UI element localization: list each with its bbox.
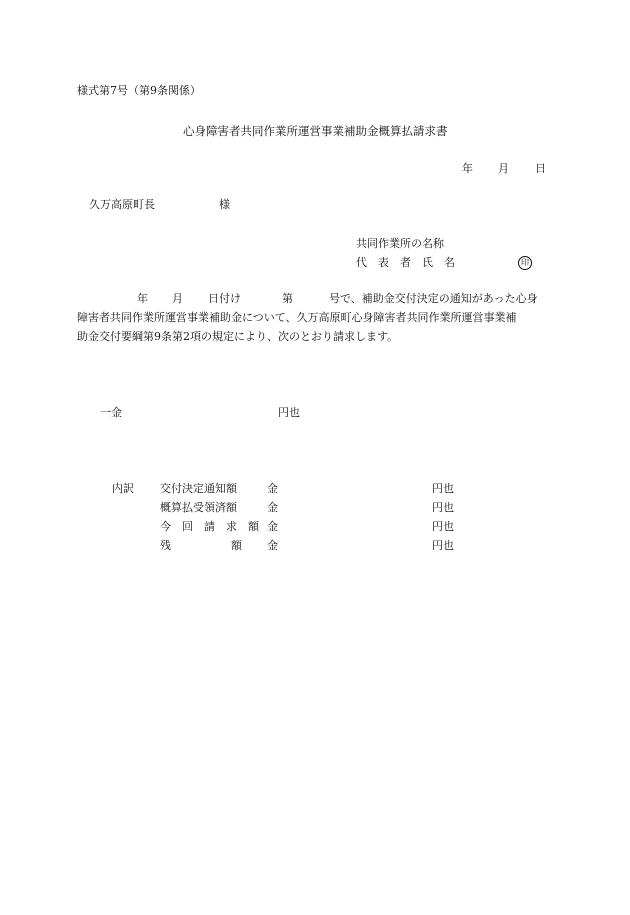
date-year-label: 年 [462,162,473,175]
representative-name-label: 代 表 者 氏 名 [356,256,455,269]
seal-mark-icon: 印 [518,256,532,270]
body-line-3: 助金交付要綱第9条第2項の規定により、次のとおり請求します。 [77,330,399,343]
breakdown-item-first: 残 [160,539,171,552]
breakdown-item: 概算払受領済額 [160,501,237,514]
amount-prefix: 一金 [100,406,122,419]
body-number-label: 第 [282,292,293,305]
breakdown-kin: 金 [267,539,278,552]
body-month-label: 月 [172,292,183,305]
breakdown-yen: 円也 [432,520,454,533]
addressee-suffix: 様 [219,198,230,211]
breakdown-label: 内訳 [112,482,134,495]
breakdown-kin: 金 [267,501,278,514]
date-day-label: 日 [535,162,546,175]
breakdown-item: 今 回 請 求 額 [160,520,259,533]
addressee-name: 久万高原町長 [89,198,155,211]
amount-suffix: 円也 [278,406,300,419]
form-number-label: 様式第7号（第9条関係） [77,84,201,97]
date-month-label: 月 [498,162,509,175]
breakdown-kin: 金 [267,520,278,533]
body-dated-label: 日付け [208,292,241,305]
body-year-label: 年 [137,292,148,305]
breakdown-item: 交付決定通知額 [160,482,237,495]
breakdown-kin: 金 [267,482,278,495]
body-line-2: 障害者共同作業所運営事業補助金について、久万高原町心身障害者共同作業所運営事業補 [77,311,517,324]
body-line-1-rest: 号で、補助金交付決定の通知があった心身 [329,292,538,305]
breakdown-yen: 円也 [432,482,454,495]
breakdown-yen: 円也 [432,539,454,552]
organization-name-label: 共同作業所の名称 [356,237,444,250]
breakdown-item-second: 額 [231,539,242,552]
breakdown-yen: 円也 [432,501,454,514]
document-title: 心身障害者共同作業所運営事業補助金概算払請求書 [183,124,448,138]
